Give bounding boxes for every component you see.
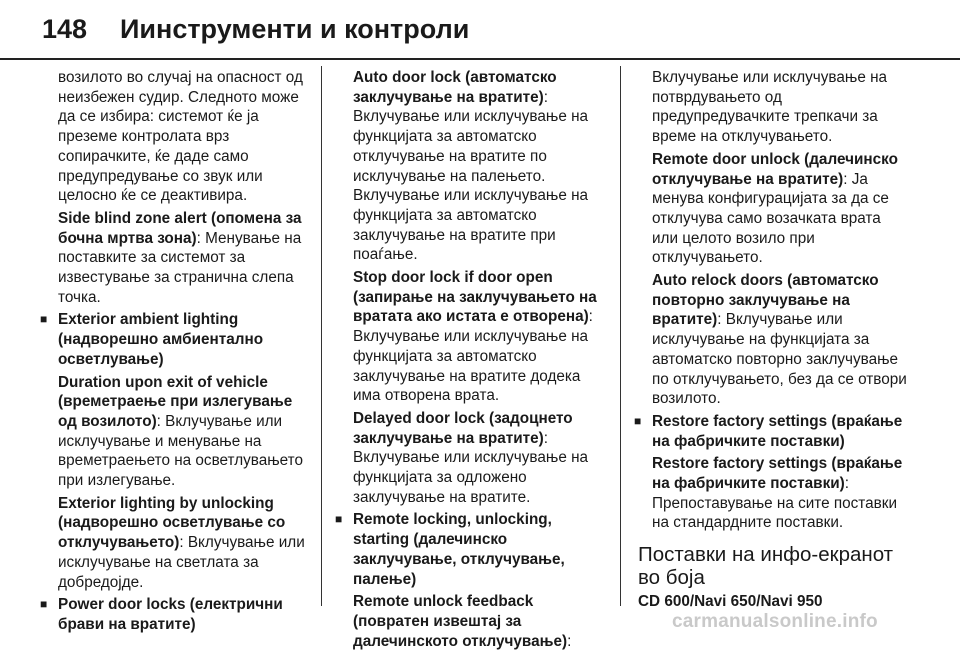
item-title: Restore factory settings (враќање на фабричките поставки) bbox=[652, 455, 903, 493]
page-title: Иинструменти и контроли bbox=[120, 14, 470, 44]
item-text: : Вклучување или исклучување и менување на времетраењето на осветлувањето при излегување. bbox=[58, 412, 303, 490]
paragraph bbox=[652, 271, 908, 409]
item-title: Auto relock doors (автоматско повторно заклучување на вратите) bbox=[652, 272, 879, 329]
item-text: : Препоставување на сите поставки на стандардните поставки. bbox=[652, 475, 898, 532]
item-text: : Менување на поставките за системот за известување за странична слепа точка. bbox=[58, 229, 302, 306]
paragraph bbox=[58, 373, 308, 491]
item-title: Auto door lock (автоматско заклучување на вратите) bbox=[353, 69, 557, 106]
bullet-item: ■ Restore factory settings (враќање на фабричките поставки) bbox=[634, 412, 908, 451]
paragraph bbox=[353, 268, 607, 406]
item-text: : Вклучување или исклучување на светлата за добредојде. bbox=[58, 534, 305, 591]
paragraph bbox=[58, 494, 308, 593]
item-text: : Вклучување или исклучување на функцијата за автоматско заклучување на вратите додека има отворена врата. bbox=[353, 308, 593, 405]
bullet-item: ■ Remote locking, unlocking, starting (далечинско заклучување, отклучување, палење) bbox=[335, 510, 607, 589]
item-text: : Вклучување или исклучување на функцијата за автоматско повторно заклучување по отклучувањето, без да се отвори возилото. bbox=[652, 311, 907, 408]
item-text: : Ја менува конфигурацијата за да се отклучува само возачката врата или целото возило при отклучувањето. bbox=[652, 170, 889, 267]
column-divider bbox=[620, 66, 621, 606]
page-header bbox=[0, 0, 960, 62]
page-number: 148 bbox=[42, 14, 88, 44]
item-title: Side blind zone alert (опомена за бочна мртва зона) bbox=[58, 209, 302, 247]
item-title: Exterior lighting by unlocking (надворешно осветлување со отклучувањето) bbox=[58, 494, 286, 552]
item-title: Remote unlock feedback (повратен извештај за далечинското отклучување) bbox=[353, 593, 568, 650]
paragraph bbox=[652, 454, 908, 533]
paragraph bbox=[353, 592, 607, 651]
item-text: : Вклучување или исклучување на функцијата за одложено заклучување на вратите. bbox=[353, 429, 589, 506]
item-title: Remote door unlock (далечинско отклучување на вратите) bbox=[652, 150, 898, 188]
column-1 bbox=[40, 68, 308, 638]
column-2 bbox=[353, 68, 607, 654]
paragraph bbox=[353, 68, 607, 265]
paragraph: Вклучување или исклучување на потврдувањето од предупредувачките трепкачи за време на отклучувањето. bbox=[652, 69, 888, 146]
item-text: : Вклучување или исклучување на функцијата за автоматско отклучување на вратите по исклучување на палењето. Вклучување или исклучување на функцијата за автоматско заклучување на вратите при поаѓање. bbox=[353, 88, 589, 264]
paragraph bbox=[652, 150, 908, 268]
paragraph bbox=[58, 209, 308, 308]
paragraph: возилото во случај на опасност од неизбежен судир. Следното може да се избира: системот ќе ја преземе контролата врз сопирачките, ќе даде само предупредување со звук или целосно ќе се деактивира. bbox=[58, 69, 303, 205]
paragraph bbox=[353, 409, 607, 508]
section-heading: Поставки на инфо-екранот во боја bbox=[638, 543, 894, 590]
bullet-item: ■ Exterior ambient lighting (надворешно амбиентално осветлување) bbox=[40, 310, 308, 369]
item-text: : bbox=[567, 632, 572, 650]
bullet-item: ■ Power door locks (електрични брави на вратите) bbox=[40, 595, 308, 634]
column-3 bbox=[638, 68, 908, 612]
item-title: Duration upon exit of vehicle (времетраење при излегување од возилото) bbox=[58, 373, 293, 430]
item-title: Delayed door lock (задоцнето заклучување на вратите) bbox=[353, 409, 573, 447]
item-title: Stop door lock if door open (запирање на заклучувањето на вратата ако истата е отворена) bbox=[353, 269, 597, 326]
watermark: carmanualsonline.info bbox=[672, 611, 878, 632]
section-subheading: CD 600/Navi 650/Navi 950 bbox=[638, 593, 823, 611]
header-rule bbox=[0, 58, 960, 60]
column-divider bbox=[321, 66, 322, 606]
